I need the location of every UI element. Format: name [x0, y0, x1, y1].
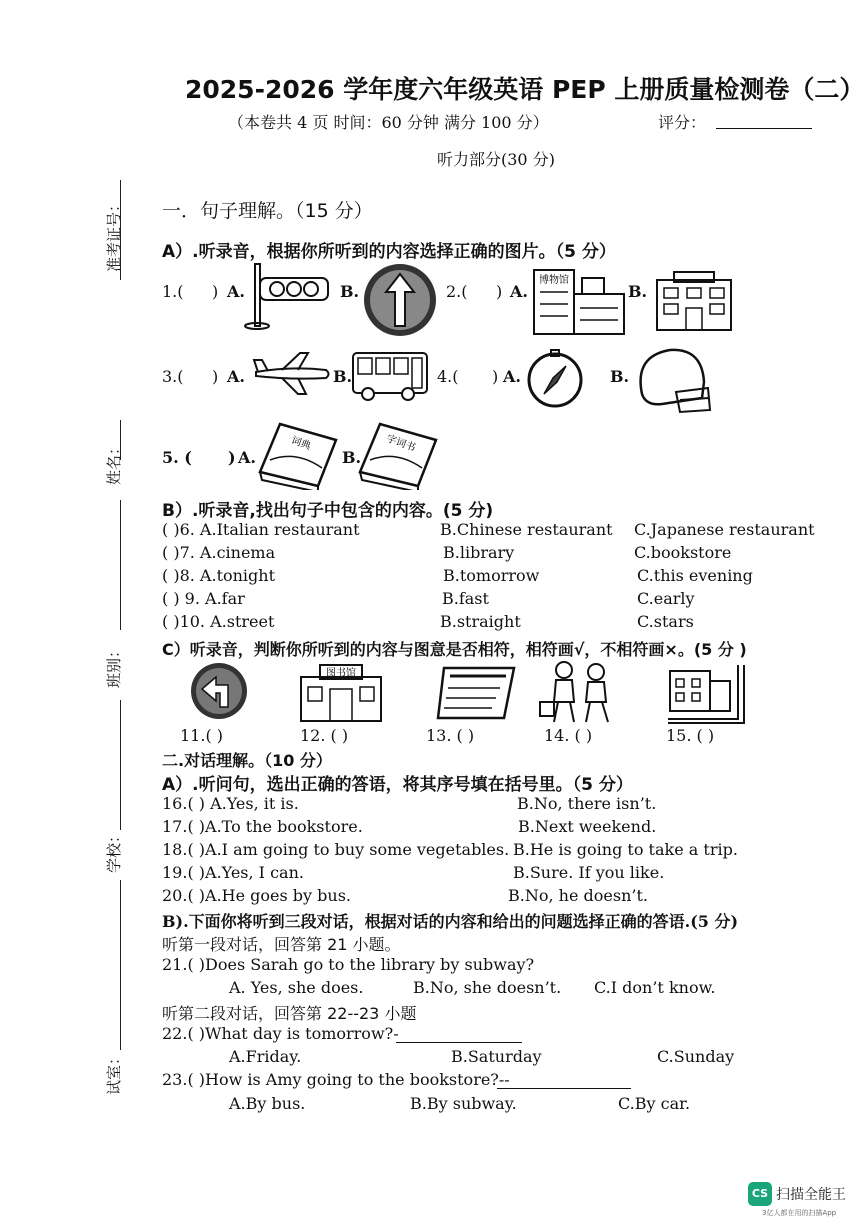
book-icon: [356, 420, 440, 490]
q2-option-a: A.: [510, 282, 528, 301]
q3-close: ): [212, 367, 219, 386]
q5-option-b: B.: [342, 448, 362, 467]
school-label: 学校：: [105, 827, 123, 873]
newspaper-icon: [434, 660, 518, 726]
q7-option-b: B.library: [443, 543, 515, 562]
page-title: 2025-2026 学年度六年级英语 PEP 上册质量检测卷（二）: [185, 75, 865, 104]
score-label: 评分：: [658, 113, 707, 132]
turn-left-sign-icon: [186, 661, 252, 721]
q7-options-a: ( )7. A.cinema: [162, 543, 276, 562]
q5-option-a: A.: [238, 448, 256, 467]
q2-close: ): [496, 282, 503, 301]
q13-blank[interactable]: 13. ( ): [426, 726, 475, 745]
q6-option-c: C.Japanese restaurant: [634, 520, 815, 539]
section2-partB-title: B).下面你将听到三段对话，根据对话的内容和给出的问题选择正确的答语.(5 分): [162, 912, 739, 931]
q8-options-a: ( )8. A.tonight: [162, 566, 276, 585]
binding-line: [120, 880, 121, 1050]
q2-number: 2.(: [446, 282, 468, 301]
q4-option-b: B.: [610, 367, 630, 386]
exam-info: （本卷共 4 页 时间：60 分钟 满分 100 分）: [228, 113, 549, 132]
museum-building-icon: [530, 264, 628, 336]
q12-blank[interactable]: 12. ( ): [300, 726, 349, 745]
q21-question: 21.( )Does Sarah go to the library by subway?: [162, 955, 535, 974]
q9-option-b: B.fast: [442, 589, 489, 608]
q10-option-b: B.straight: [440, 612, 521, 631]
room-label: 试室：: [105, 1049, 123, 1095]
q5-number: 5. (: [162, 448, 192, 467]
q14-blank[interactable]: 14. ( ): [544, 726, 593, 745]
q6-option-b: B.Chinese restaurant: [440, 520, 613, 539]
section1-title: 一．句子理解。（15 分）: [162, 200, 373, 222]
listening-title: 听力部分(30 分): [437, 150, 555, 169]
q22-option-b: B.Saturday: [451, 1047, 542, 1066]
q21-option-b: B.No, she doesn’t.: [413, 978, 562, 997]
building-icon: [654, 270, 734, 332]
q10-option-c: C.stars: [637, 612, 694, 631]
q22-question: 22.( )What day is tomorrow?-: [162, 1024, 399, 1043]
book-b-text: 字词书: [384, 433, 417, 454]
section1-partC-title: C）听录音，判断你所听到的内容与图意是否相符，相符画√，不相符画×。(5 分 ): [162, 640, 747, 659]
helmet-icon: [632, 346, 712, 418]
q1-option-b: B.: [340, 282, 360, 301]
q5-close: ): [228, 448, 236, 467]
class-label: 班别：: [105, 642, 123, 688]
camscanner-logo: CS: [748, 1182, 772, 1206]
map-building-icon: [664, 661, 750, 725]
q3-option-b: B.: [333, 367, 353, 386]
q23-answer-blank[interactable]: [497, 1088, 631, 1089]
q9-option-c: C.early: [637, 589, 695, 608]
q23-option-b: B.By subway.: [410, 1094, 517, 1113]
section1-partB-title: B）.听录音,找出句子中包含的内容。(5 分): [162, 501, 494, 521]
dialog2-instruction: 听第二段对话，回答第 22--23 小题: [162, 1004, 417, 1023]
library-sign-text: 图书馆: [326, 668, 356, 679]
museum-sign-text: 博物馆: [539, 275, 569, 286]
q18-option-a: 18.( )A.I am going to buy some vegetables.: [162, 840, 510, 859]
q6-options-a: ( )6. A.Italian restaurant: [162, 520, 360, 539]
score-blank[interactable]: [716, 128, 812, 129]
q17-option-a: 17.( )A.To the bookstore.: [162, 817, 363, 836]
traffic-light-icon: [243, 262, 331, 332]
section1-partA-title: A）.听录音，根据你所听到的内容选择正确的图片。（5 分）: [162, 242, 616, 262]
q22-answer-blank[interactable]: [396, 1042, 522, 1043]
q4-close: ): [492, 367, 499, 386]
camscanner-tagline: 3亿人都在用的扫描App: [762, 1209, 837, 1217]
q23-option-c: C.By car.: [618, 1094, 691, 1113]
q19-option-a: 19.( )A.Yes, I can.: [162, 863, 304, 882]
q17-option-b: B.Next weekend.: [518, 817, 657, 836]
q10-options-a: ( )10. A.street: [162, 612, 275, 631]
binding-line: [120, 500, 121, 630]
q8-option-b: B.tomorrow: [443, 566, 540, 585]
q22-option-c: C.Sunday: [657, 1047, 735, 1066]
q18-option-b: B.He is going to take a trip.: [513, 840, 738, 859]
section2-partA-title: A）.听问句，选出正确的答语，将其序号填在括号里。（5 分）: [162, 775, 633, 795]
camscanner-app-name: 扫描全能王: [776, 1187, 846, 1203]
q21-option-c: C.I don’t know.: [594, 978, 716, 997]
q19-option-b: B.Sure. If you like.: [513, 863, 665, 882]
q23-question: 23.( )How is Amy going to the bookstore?--: [162, 1070, 510, 1089]
q20-option-b: B.No, he doesn’t.: [508, 886, 648, 905]
library-building-icon: [298, 663, 384, 723]
q11-blank[interactable]: 11.( ): [180, 726, 224, 745]
q3-option-a: A.: [227, 367, 245, 386]
q2-option-b: B.: [628, 282, 648, 301]
compass-icon: [526, 348, 584, 410]
q4-option-a: A.: [503, 367, 521, 386]
q16-option-b: B.No, there isn’t.: [517, 794, 657, 813]
q1-close: ): [212, 282, 219, 301]
binding-line: [120, 700, 121, 830]
section2-title: 二.对话理解。（10 分）: [162, 751, 332, 770]
q4-number: 4.(: [437, 367, 459, 386]
q22-option-a: A.Friday.: [229, 1047, 302, 1066]
q1-option-a: A.: [227, 282, 245, 301]
bus-icon: [350, 350, 430, 402]
q8-option-c: C.this evening: [637, 566, 753, 585]
q16-option-a: 16.( ) A.Yes, it is.: [162, 794, 299, 813]
q7-option-c: C.bookstore: [634, 543, 732, 562]
q3-number: 3.(: [162, 367, 184, 386]
q21-option-a: A. Yes, she does.: [229, 978, 364, 997]
people-walking-icon: [536, 658, 622, 726]
book-a-text: 词典: [289, 435, 313, 453]
q15-blank[interactable]: 15. ( ): [666, 726, 715, 745]
plane-icon: [252, 350, 332, 398]
q20-option-a: 20.( )A.He goes by bus.: [162, 886, 352, 905]
name-label: 姓名：: [105, 439, 123, 485]
book-icon: [256, 420, 340, 490]
q23-option-a: A.By bus.: [229, 1094, 306, 1113]
dialog1-instruction: 听第一段对话，回答第 21 小题。: [162, 935, 401, 954]
exam-number-label: 准考证号：: [105, 196, 123, 272]
q1-number: 1.(: [162, 282, 184, 301]
go-straight-sign-icon: [362, 262, 438, 338]
q9-options-a: ( ) 9. A.far: [162, 589, 245, 608]
